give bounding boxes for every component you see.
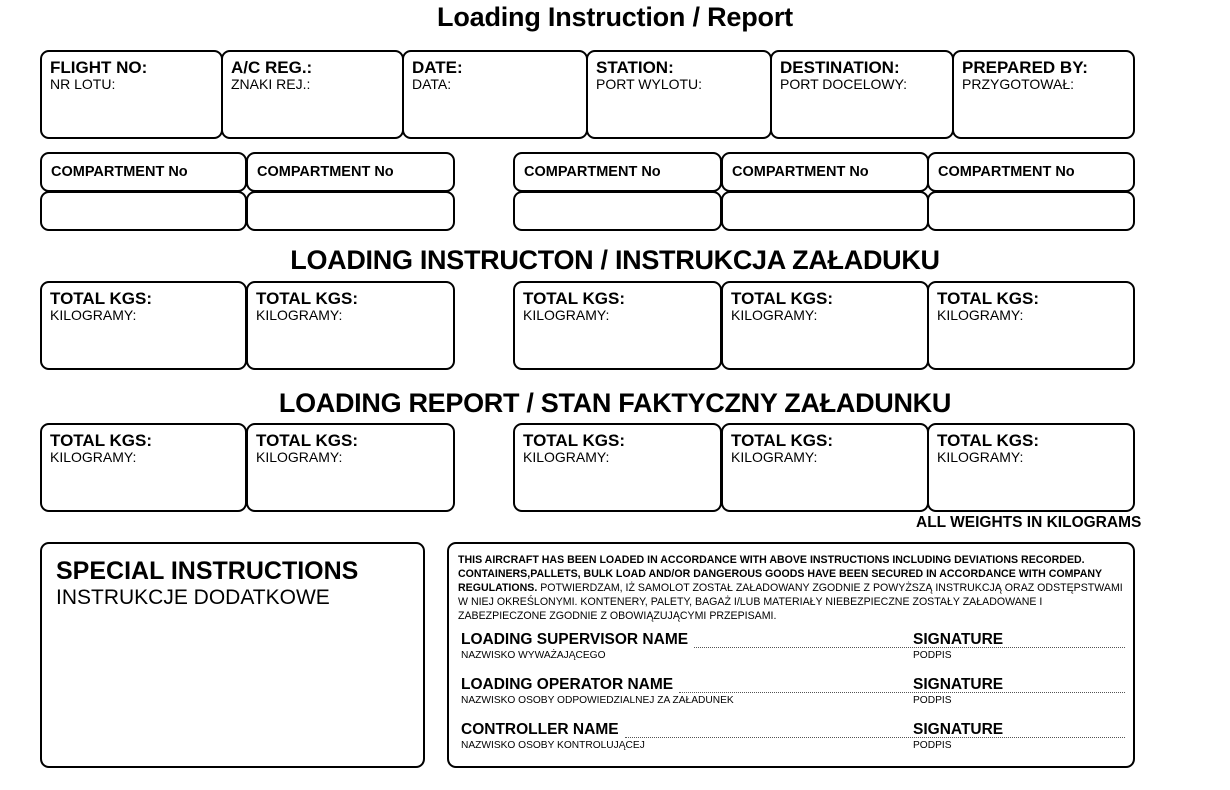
compartment-value-4[interactable] [721,191,929,231]
header-field-flight-no[interactable] [40,50,223,139]
field-label-pl: KILOGRAMY: [50,306,137,323]
page-title: Loading Instruction / Report [437,2,793,32]
field-label-pl: KILOGRAMY: [731,448,818,465]
instruction-total-kgs-1[interactable] [40,281,247,370]
header-field-ac-reg[interactable] [221,50,404,139]
special-instructions-label-pl: INSTRUKCJE DODATKOWE [56,585,330,609]
controller-signature-input[interactable] [1010,732,1123,738]
field-label-pl: KILOGRAMY: [731,306,818,323]
field-label-pl: ZNAKI REJ.: [231,75,311,92]
declaration-paragraph [458,553,1125,623]
header-field-date[interactable] [402,50,588,139]
compartment-value-3[interactable] [513,191,722,231]
field-label-en: TOTAL KGS: [731,289,833,308]
field-label-en: FLIGHT NO: [50,58,148,77]
field-label-en: TOTAL KGS: [731,431,833,450]
header-field-prepared-by[interactable] [952,50,1135,139]
compartment-label-4: COMPARTMENT No [721,152,929,192]
declaration-text-pl: POTWIERDZAM, IŻ SAMOLOT ZOSTAŁ ZAŁADOWANY ZGODNIE Z POWYŻSZĄ INSTRUKCJĄ ORAZ ODSTĘPSTWAMI W NIEJ OKREŚLONYMI. KONTENERY, PALETY, BAGAŻ I/LUB MATERIAŁY NIEBEZPIECZNE ZOSTAŁY ZAŁADOWANE I ZABEZPIECZONE ZGODNIE Z OBOWIĄZUJĄCYMI PRZEPISAMI. [458,582,1123,623]
section-heading-loading-instruction: LOADING INSTRUCTON / INSTRUKCJA ZAŁADUKU [290,245,940,275]
special-instructions-box[interactable] [40,542,425,768]
field-label-pl: PORT WYLOTU: [596,75,703,92]
compartment-label-5: COMPARTMENT No [927,152,1135,192]
declaration-text-en: THIS AIRCRAFT HAS BEEN LOADED IN ACCORDANCE WITH ABOVE INSTRUCTIONS INCLUDING DEVIATIONS RECORDED. CONTAINERS,PALLETS, BULK LOAD AND/OR DANGEROUS GOODS HAVE BEEN SECURED IN ACCORDANCE WITH COMPANY REGULATIONS. [458,554,1102,595]
header-field-station[interactable] [586,50,772,139]
signature-label-en: SIGNATURE [913,721,1004,739]
all-weights-note: ALL WEIGHTS IN KILOGRAMS [916,514,1142,531]
operator-label-en: LOADING OPERATOR NAME [461,676,674,694]
compartment-label-3: COMPARTMENT No [513,152,722,192]
controller-label-pl: NAZWISKO OSOBY KONTROLUJĄCEJ [461,739,645,751]
field-label-pl: PORT DOCELOWY: [780,75,908,92]
field-label-pl: NR LOTU: [50,75,116,92]
report-total-kgs-4[interactable] [721,423,929,512]
declaration-box [447,542,1135,768]
field-label-en: TOTAL KGS: [937,431,1039,450]
signature-row-supervisor [458,632,1125,668]
report-total-kgs-2[interactable] [246,423,455,512]
instruction-total-kgs-3[interactable] [513,281,722,370]
field-label-en: TOTAL KGS: [256,431,358,450]
field-label-pl: KILOGRAMY: [523,306,610,323]
field-label-en: PREPARED BY: [962,58,1088,77]
field-label-en: A/C REG.: [231,58,313,77]
signature-label-pl: PODPIS [913,649,952,661]
field-label-en: TOTAL KGS: [523,289,625,308]
report-total-kgs-1[interactable] [40,423,247,512]
field-label-pl: KILOGRAMY: [256,448,343,465]
report-total-kgs-3[interactable] [513,423,722,512]
report-total-kgs-5[interactable] [927,423,1135,512]
supervisor-signature-input[interactable] [1010,642,1123,648]
signature-label-en: SIGNATURE [913,676,1004,694]
field-label-en: DESTINATION: [780,58,900,77]
signature-label-pl: PODPIS [913,694,952,706]
signature-row-operator [458,677,1125,713]
field-label-pl: DATA: [412,75,452,92]
supervisor-label-pl: NAZWISKO WYWAŻAJĄCEGO [461,649,606,661]
compartment-value-5[interactable] [927,191,1135,231]
header-field-destination[interactable] [770,50,954,139]
field-label-en: TOTAL KGS: [50,289,152,308]
field-label-pl: KILOGRAMY: [937,306,1024,323]
operator-label-pl: NAZWISKO OSOBY ODPOWIEDZIALNEJ ZA ZAŁADUNEK [461,694,734,706]
field-label-en: STATION: [596,58,674,77]
field-label-pl: KILOGRAMY: [50,448,137,465]
supervisor-label-en: LOADING SUPERVISOR NAME [461,631,689,649]
instruction-total-kgs-4[interactable] [721,281,929,370]
instruction-total-kgs-2[interactable] [246,281,455,370]
field-label-en: TOTAL KGS: [523,431,625,450]
field-label-pl: KILOGRAMY: [256,306,343,323]
section-heading-loading-report: LOADING REPORT / STAN FAKTYCZNY ZAŁADUNKU [278,388,952,418]
field-label-en: DATE: [412,58,463,77]
field-label-pl: KILOGRAMY: [523,448,610,465]
controller-label-en: CONTROLLER NAME [461,721,619,739]
field-label-en: TOTAL KGS: [937,289,1039,308]
field-label-pl: KILOGRAMY: [937,448,1024,465]
field-label-en: TOTAL KGS: [256,289,358,308]
signature-row-controller [458,722,1125,758]
special-instructions-label-en: SPECIAL INSTRUCTIONS [56,557,359,585]
field-label-en: TOTAL KGS: [50,431,152,450]
operator-signature-input[interactable] [1010,687,1123,693]
signature-label-en: SIGNATURE [913,631,1004,649]
field-label-pl: PRZYGOTOWAŁ: [962,75,1075,92]
instruction-total-kgs-5[interactable] [927,281,1135,370]
compartment-value-1[interactable] [40,191,247,231]
compartment-label-2: COMPARTMENT No [246,152,455,192]
compartment-value-2[interactable] [246,191,455,231]
compartment-label-1: COMPARTMENT No [40,152,247,192]
signature-label-pl: PODPIS [913,739,952,751]
